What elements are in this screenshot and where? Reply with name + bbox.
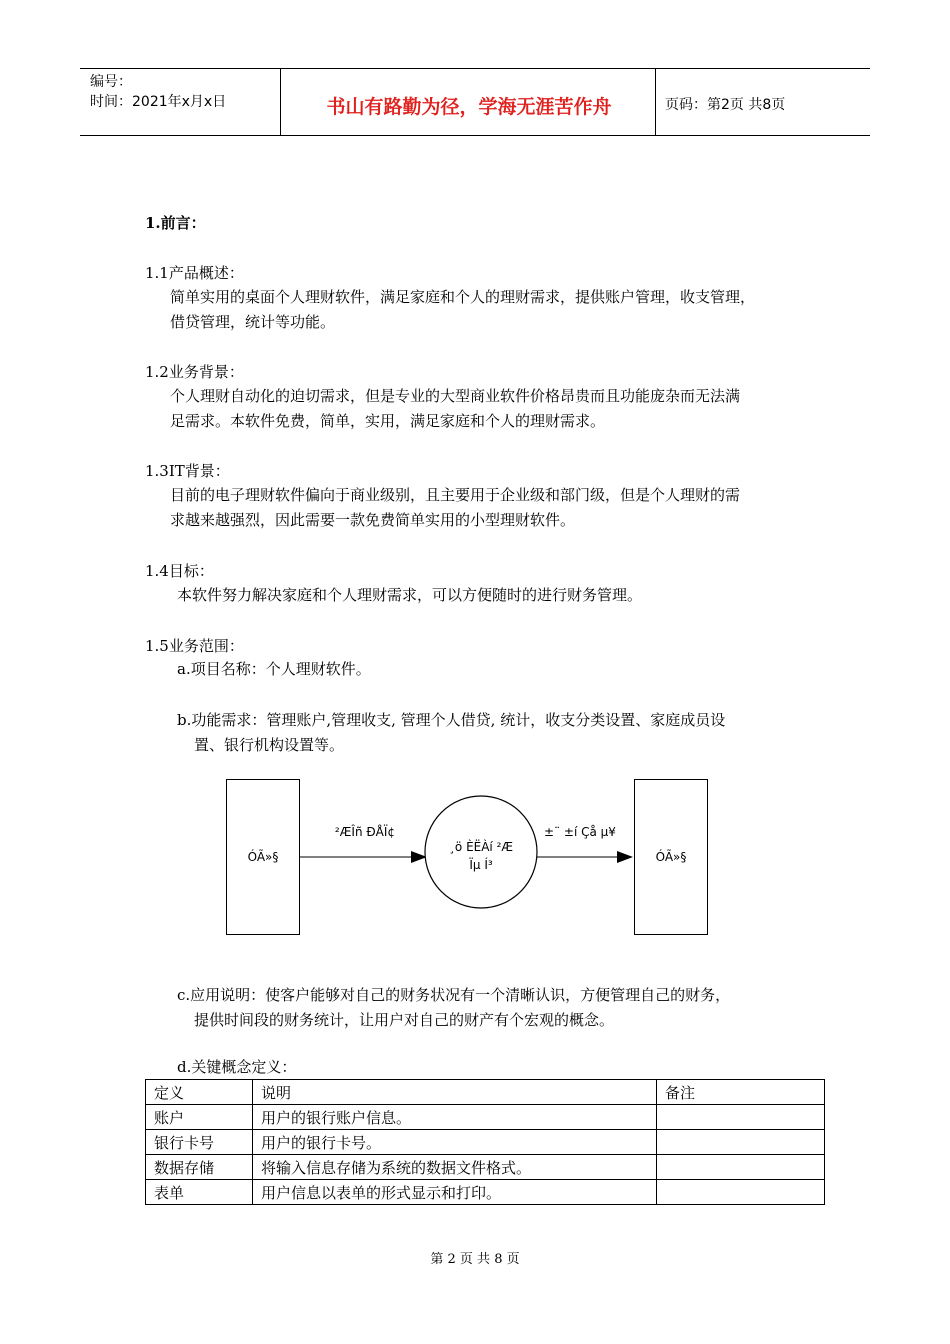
table-row (146, 1155, 825, 1180)
diagram-left-entity-label: ÓÃ»§ (247, 850, 279, 864)
process-label-line1: ¸ö ÈËÀí ²Æ (448, 840, 514, 854)
s4-title: 1.4目标： (145, 562, 214, 580)
number-label: 编号： (90, 74, 132, 90)
cell-remark (657, 1155, 825, 1180)
table-row (146, 1130, 825, 1155)
c-line: c.应用说明：使客户能够对自己的财务状况有一个清晰认识，方便管理自己的财务， (177, 986, 731, 1004)
cell-remark (657, 1130, 825, 1155)
cell-description: 用户信息以表单的形式显示和打印。 (253, 1180, 657, 1205)
cell-term: 银行卡号 (146, 1130, 253, 1155)
header-remark: 备注 (657, 1080, 825, 1105)
process-label-line2: Ïµ Í³ (469, 858, 493, 872)
header-motto: 书山有路勤为径，学海无涯苦作舟 (326, 96, 612, 118)
b-line: b.功能需求：管理账户,管理收支, 管理个人借贷, 统计，收支分类设置、家庭成员设 (177, 711, 726, 729)
c-line: 提供时间段的财务统计，让用户对自己的财产有个宏观的概念。 (194, 1011, 615, 1029)
cell-description: 用户的银行卡号。 (253, 1130, 657, 1155)
s1-line: 借贷管理，统计等功能。 (170, 313, 336, 331)
s3-title: 1.3IT背景： (145, 462, 230, 480)
cell-remark (657, 1105, 825, 1130)
right-arrow-label: ±¨ ±í Çå µ¥ (544, 825, 616, 839)
table-row (146, 1105, 825, 1130)
right-arrow-head (617, 851, 633, 863)
s2-line: 足需求。本软件免费，简单，实用，满足家庭和个人的理财需求。 (170, 412, 606, 430)
a-item: a.项目名称：个人理财软件。 (177, 660, 371, 678)
c-item (177, 983, 827, 1033)
header-definition: 定义 (146, 1080, 253, 1105)
cell-term: 数据存储 (146, 1155, 253, 1180)
s4-line: 本软件努力解决家庭和个人理财需求，可以方便随时的进行财务管理。 (177, 586, 643, 604)
table-row (146, 1180, 825, 1205)
b-line: 置、银行机构设置等。 (194, 736, 345, 754)
cell-description: 将输入信息存储为系统的数据文件格式。 (253, 1155, 657, 1180)
s1-line: 简单实用的桌面个人理财软件，满足家庭和个人的理财需求，提供账户管理，收支管理， (170, 288, 756, 306)
section-title: 1.前言： (145, 214, 206, 232)
page-footer: 第 2 页 共 8 页 (430, 1252, 520, 1267)
cell-term: 表单 (146, 1180, 253, 1205)
d-item: d.关键概念定义： (177, 1058, 297, 1076)
s3-line: 求越来越强烈，因此需要一款免费简单实用的小型理财软件。 (170, 511, 576, 529)
cell-term: 账户 (146, 1105, 253, 1130)
table-header-row (146, 1080, 825, 1105)
definitions-table (145, 1079, 825, 1205)
header-description: 说明 (253, 1080, 657, 1105)
header-page-info: 页码：第2页 共8页 (665, 97, 786, 113)
left-arrow-label: ²ÆÎñ ÐÅÏ¢ (334, 825, 396, 839)
s5-title: 1.5业务范围： (145, 637, 244, 655)
cell-description: 用户的银行账户信息。 (253, 1105, 657, 1130)
s2-line: 个人理财自动化的迫切需求，但是专业的大型商业软件价格昂贵而且功能庞杂而无法满 (170, 387, 741, 405)
s1-title: 1.1产品概述： (145, 264, 244, 282)
s2-title: 1.2业务背景： (145, 363, 244, 381)
s3-line: 目前的电子理财软件偏向于商业级别，且主要用于企业级和部门级，但是个人理财的需 (170, 486, 741, 504)
cell-remark (657, 1180, 825, 1205)
time-label: 时间：2021年x月x日 (90, 94, 227, 110)
diagram-right-entity-label: ÓÃ»§ (655, 850, 687, 864)
